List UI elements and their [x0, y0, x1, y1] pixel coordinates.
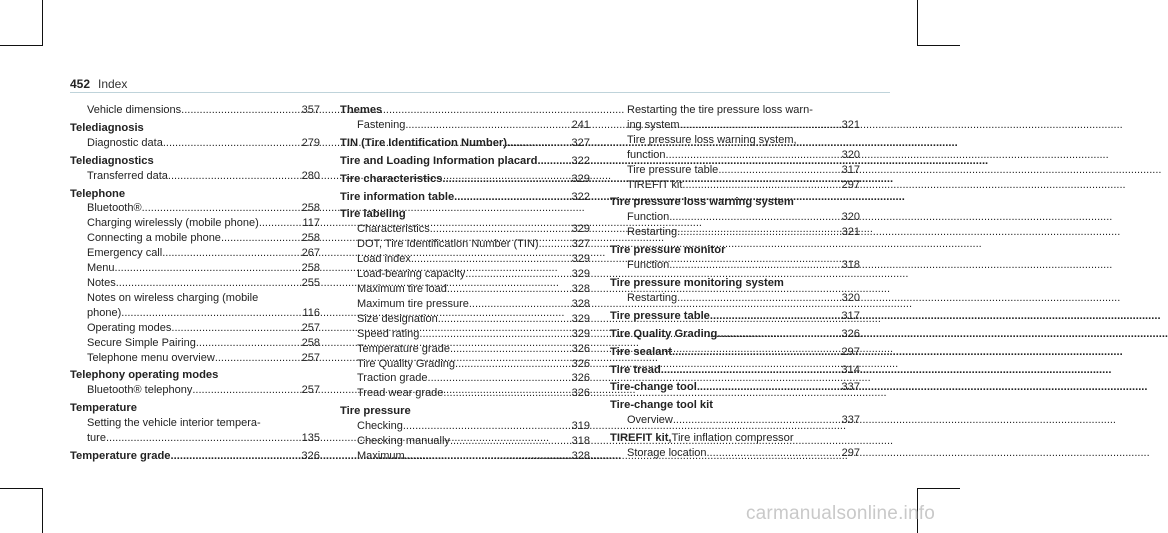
page-reference: 317 [841, 163, 860, 176]
page-reference: 318 [841, 259, 860, 272]
page-reference: 257 [301, 351, 320, 364]
dot-leader [442, 172, 561, 187]
page-reference: 326 [571, 357, 590, 370]
index-heading[interactable] [70, 187, 320, 202]
index-subentry[interactable] [610, 258, 860, 273]
index-heading[interactable] [340, 172, 590, 187]
index-subentry-text: Operating modes [87, 321, 172, 334]
index-subentry[interactable] [340, 357, 590, 372]
index-subentry[interactable] [70, 136, 320, 151]
page-number: 452 [70, 77, 91, 91]
index-subentry-text: Temperature grade [357, 342, 450, 355]
dot-leader [438, 312, 561, 327]
index-subentry[interactable] [70, 431, 320, 446]
page-reference: 327 [571, 136, 590, 149]
index-entry [610, 398, 860, 428]
index-subentry[interactable] [70, 306, 320, 321]
index-heading-text: Tire pressure monitoring system [610, 276, 784, 289]
index-subentry[interactable] [70, 216, 320, 231]
index-subentry[interactable] [70, 231, 320, 246]
dot-leader [171, 449, 291, 464]
dot-leader [677, 225, 831, 240]
page-reference: 255 [301, 276, 320, 289]
index-subentry-text: Restarting [627, 291, 678, 304]
index-subentry-text: phone) [87, 306, 122, 319]
index-heading-text: Themes [340, 104, 383, 116]
dot-leader [142, 201, 291, 216]
page-reference: 135 [301, 432, 320, 445]
page-title: Index [98, 77, 128, 91]
page-reference: 258 [301, 202, 320, 215]
page-reference: 241 [571, 118, 590, 131]
index-heading-text: Tire Quality Grading [610, 327, 718, 340]
dot-leader [539, 237, 561, 252]
index-subentry[interactable] [610, 210, 860, 225]
page-reference: 279 [301, 136, 320, 149]
index-heading[interactable] [610, 380, 860, 395]
index-heading[interactable] [340, 207, 590, 222]
header-divider [70, 92, 890, 93]
dot-leader [405, 118, 561, 133]
index-heading-text: Tire-change tool kit [610, 399, 713, 412]
index-heading[interactable] [70, 449, 320, 464]
page-reference: 326 [841, 327, 860, 340]
page-reference: 319 [571, 420, 590, 433]
page-reference: 329 [571, 253, 590, 266]
index-heading-text: Tire labeling [340, 208, 406, 221]
index-heading[interactable] [340, 154, 590, 169]
index-entry [340, 136, 590, 151]
index-subentry-text: Maximum [357, 449, 405, 462]
index-heading-text: Tire-change tool [610, 381, 697, 394]
page-reference: 337 [841, 381, 860, 394]
index-subentry[interactable] [610, 163, 860, 178]
page-reference: 320 [841, 148, 860, 161]
index-heading[interactable] [610, 398, 860, 413]
index-heading-text: Temperature [70, 402, 137, 415]
index-subentry[interactable] [70, 201, 320, 216]
page-reference: 337 [841, 414, 860, 427]
index-subentry-text: Setting the vehicle interior tempera- [87, 417, 261, 430]
index-subentry-text: Tread wear grade [357, 387, 444, 400]
page-reference: 328 [571, 297, 590, 310]
page-reference: 267 [301, 247, 320, 260]
index-heading[interactable] [610, 276, 860, 291]
index-subentry[interactable] [340, 237, 590, 252]
index-entry [610, 309, 860, 324]
page-reference: 321 [841, 118, 860, 131]
page-reference: 320 [841, 291, 860, 304]
index-subentry-text: Menu [87, 262, 115, 275]
index-heading[interactable] [610, 309, 860, 324]
page-reference: 328 [571, 282, 590, 295]
index-subentry[interactable] [70, 321, 320, 336]
index-heading[interactable] [610, 327, 860, 342]
index-entry [610, 103, 860, 192]
crop-mark [0, 488, 43, 489]
index-subentry[interactable] [70, 351, 320, 366]
dot-leader [106, 431, 291, 446]
dot-leader [196, 336, 291, 351]
page-reference: 318 [571, 435, 590, 448]
index-subentry[interactable] [70, 169, 320, 184]
dot-leader [450, 342, 561, 357]
index-subentry[interactable] [340, 342, 590, 357]
dot-leader [718, 163, 831, 178]
index-subentry[interactable] [340, 386, 590, 401]
index-subentry-text: Restarting the tire pressure loss warn- [627, 104, 813, 116]
index-subentry-text: Size designation [357, 312, 438, 325]
index-column-2 [340, 103, 590, 464]
index-entry [610, 431, 860, 461]
index-subentry-text: Maximum tire pressure [357, 297, 469, 310]
page-reference: 329 [571, 172, 590, 185]
index-heading[interactable] [340, 103, 590, 118]
index-heading-text: Telediagnosis [70, 121, 144, 134]
index-subentry[interactable] [340, 252, 590, 267]
dot-leader [677, 291, 831, 306]
page-reference: 326 [571, 387, 590, 400]
watermark: carmanualsonline.info [745, 503, 935, 524]
dot-leader [697, 380, 831, 395]
page-reference: 258 [301, 262, 320, 275]
page-reference: 116 [302, 306, 320, 319]
index-subentry-text: DOT, Tire Identification Number (TIN) [357, 238, 539, 251]
index-subentry-text: Bluetooth® telephony [87, 384, 193, 397]
index-entry [340, 103, 590, 133]
dot-leader [411, 252, 561, 267]
index-subentry-text: Checking [357, 420, 403, 433]
index-subentry[interactable] [340, 118, 590, 133]
index-entry [340, 190, 590, 205]
index-subentry-text: ture [87, 432, 106, 445]
page-reference: 357 [301, 104, 320, 116]
index-entry [70, 449, 320, 464]
index-subentry[interactable] [70, 336, 320, 351]
crop-mark [42, 488, 43, 533]
index-subentry-text: Characteristics [357, 223, 430, 236]
index-subentry-text: Emergency call [87, 247, 163, 260]
crop-mark [42, 0, 43, 46]
page-reference: 297 [841, 447, 860, 460]
index-entry [610, 195, 860, 240]
dot-leader [181, 103, 291, 118]
dot-leader [537, 154, 561, 169]
index-heading-text: Tire tread [610, 363, 661, 376]
index-subentry-text: Restarting [627, 226, 678, 239]
dot-leader [669, 258, 831, 273]
index-heading-text: Tire characteristics [340, 172, 443, 185]
crop-mark [917, 45, 960, 46]
page-reference: 297 [841, 178, 860, 191]
index-entry [70, 121, 320, 151]
dot-leader [469, 297, 561, 312]
index-entry [610, 327, 860, 342]
page-reference: 314 [841, 363, 860, 376]
index-subentry[interactable] [340, 371, 590, 386]
index-heading[interactable] [610, 363, 860, 378]
index-subentry[interactable] [340, 434, 590, 449]
dot-leader [465, 267, 561, 282]
index-heading-suffix: Tire inflation compressor [671, 432, 794, 445]
dot-leader [259, 216, 291, 231]
index-heading-text: Tire pressure monitor [610, 244, 726, 257]
page-reference: 326 [571, 342, 590, 355]
page-reference: 329 [571, 312, 590, 325]
index-entry [610, 345, 860, 360]
page-reference: 329 [571, 268, 590, 281]
index-subentry[interactable] [70, 291, 320, 306]
index-subentry[interactable] [340, 297, 590, 312]
page-reference: 329 [571, 223, 590, 236]
index-subentry[interactable] [70, 103, 320, 118]
dot-leader [680, 118, 831, 133]
index-subentry[interactable] [70, 383, 320, 398]
index-subentry[interactable] [340, 327, 590, 342]
index-subentry-text: Notes [87, 276, 116, 289]
index-subentry-text: Load index [357, 253, 411, 266]
index-subentry[interactable] [610, 291, 860, 306]
index-subentry-text: Connecting a mobile phone [87, 232, 221, 245]
dot-leader [430, 222, 561, 237]
index-subentry-text: Load-bearing capacity [357, 268, 466, 281]
crop-mark [0, 45, 43, 46]
dot-leader [121, 306, 291, 321]
page-reference: 317 [841, 309, 860, 322]
page-reference: 326 [571, 372, 590, 385]
index-heading[interactable] [70, 121, 320, 136]
index-subentry-text: Tire Quality Grading [357, 357, 456, 370]
index-heading-text: Tire pressure [340, 405, 411, 418]
index-subentry[interactable] [340, 222, 590, 237]
index-entry [610, 243, 860, 273]
index-entry [340, 154, 590, 169]
index-entry [70, 103, 320, 118]
index-heading[interactable] [610, 195, 860, 210]
index-column-3 [610, 103, 860, 461]
index-subentry[interactable] [610, 148, 860, 163]
dot-leader [221, 231, 291, 246]
page-reference: 258 [301, 232, 320, 245]
page-reference: 320 [841, 211, 860, 224]
index-heading[interactable] [70, 154, 320, 169]
page-reference: 258 [301, 336, 320, 349]
index-subentry[interactable] [70, 276, 320, 291]
dot-leader [669, 210, 831, 225]
index-heading[interactable] [70, 368, 320, 383]
dot-leader [673, 413, 831, 428]
page-reference: 327 [571, 238, 590, 251]
crop-mark [917, 0, 918, 46]
index-subentry-text: Notes on wireless charging (mobile [87, 291, 259, 304]
dot-leader [115, 261, 291, 276]
dot-leader [116, 276, 291, 291]
index-subentry-text: Tire pressure table [627, 163, 719, 176]
index-heading-text: Telephone [70, 187, 126, 200]
index-subentry[interactable] [70, 416, 320, 431]
page-reference: 328 [571, 449, 590, 462]
dot-leader [707, 446, 832, 461]
index-column-1 [70, 103, 320, 464]
index-subentry-text: Bluetooth® [87, 202, 142, 215]
dot-leader [682, 178, 831, 193]
dot-leader [443, 386, 561, 401]
dot-leader [661, 363, 831, 378]
index-entry [340, 172, 590, 187]
index-subentry-text: Transferred data [87, 169, 168, 182]
index-subentry-text: Checking manually [357, 435, 450, 448]
dot-leader [672, 345, 831, 360]
dot-leader [455, 357, 561, 372]
dot-leader [507, 136, 561, 151]
index-entry [610, 276, 860, 306]
dot-leader [163, 136, 291, 151]
dot-leader [162, 246, 291, 261]
dot-leader [450, 434, 561, 449]
index-heading-text: Telephony operating modes [70, 369, 219, 382]
index-heading[interactable] [340, 404, 590, 419]
index-subentry-text: Fastening [357, 118, 406, 131]
index-heading[interactable] [70, 401, 320, 416]
index-heading[interactable] [340, 136, 590, 151]
index-heading-text: Tire and Loading Information placard [340, 154, 538, 167]
index-entry [70, 154, 320, 184]
index-entry [610, 380, 860, 395]
page-reference: 322 [571, 190, 590, 203]
index-subentry-text: Storage location [627, 447, 707, 460]
index-heading-text: Telediagnostics [70, 154, 154, 167]
index-subentry-text: Speed rating [357, 327, 420, 340]
index-heading[interactable] [340, 190, 590, 205]
index-heading-text: Tire information table [340, 190, 455, 203]
index-subentry-text: ing system [627, 118, 680, 131]
index-subentry[interactable] [340, 282, 590, 297]
index-subentry[interactable] [340, 419, 590, 434]
index-subentry[interactable] [70, 246, 320, 261]
page-reference: 322 [571, 154, 590, 167]
index-subentry-text: Secure Simple Pairing [87, 336, 196, 349]
index-subentry[interactable] [610, 413, 860, 428]
index-heading-text: Temperature grade [70, 449, 171, 462]
dot-leader [447, 282, 561, 297]
dot-leader [717, 327, 831, 342]
index-subentry[interactable] [610, 133, 860, 148]
index-subentry[interactable] [610, 446, 860, 461]
index-subentry[interactable] [610, 103, 860, 118]
dot-leader [710, 309, 831, 324]
index-entry [70, 187, 320, 366]
index-subentry[interactable] [340, 267, 590, 282]
index-subentry[interactable] [340, 449, 590, 464]
index-heading-text: TIN (Tire Identification Number) [340, 136, 507, 149]
index-entry [340, 404, 590, 464]
index-heading-text: Tire pressure loss warning system [610, 196, 794, 209]
index-heading[interactable] [610, 243, 860, 258]
page-reference: 280 [301, 169, 320, 182]
index-subentry-text: Vehicle dimensions [87, 104, 182, 116]
dot-leader [215, 351, 291, 366]
dot-leader [419, 327, 561, 342]
index-subentry-text: Traction grade [357, 372, 428, 385]
page-reference: 257 [301, 321, 320, 334]
index-subentry-text: Charging wirelessly (mobile phone) [87, 217, 259, 230]
dot-leader [666, 148, 831, 163]
index-heading-text: Tire pressure table [610, 309, 710, 322]
index-entry [610, 363, 860, 378]
index-heading[interactable] [610, 431, 860, 446]
page-reference: 321 [841, 226, 860, 239]
index-subentry-text: Overview [627, 414, 673, 427]
index-subentry[interactable] [610, 118, 860, 133]
index-heading[interactable] [610, 345, 860, 360]
page-reference: 297 [841, 345, 860, 358]
page-reference: 329 [571, 327, 590, 340]
index-subentry[interactable] [610, 178, 860, 193]
index-subentry[interactable] [70, 261, 320, 276]
index-entry [340, 207, 590, 401]
dot-leader [405, 449, 561, 464]
dot-leader [171, 321, 291, 336]
index-subentry-text: function [627, 148, 666, 161]
index-subentry-text: Function [627, 259, 670, 272]
index-subentry[interactable] [340, 312, 590, 327]
crop-mark [917, 488, 960, 489]
index-subentry-text: Tire pressure loss warning system, [627, 133, 797, 146]
index-entry [70, 368, 320, 398]
dot-leader [168, 169, 291, 184]
index-entry [70, 401, 320, 446]
page-reference: 117 [302, 217, 320, 230]
index-subentry-text: Function [627, 211, 670, 224]
index-subentry-text: TIREFIT kit [627, 178, 683, 191]
index-subentry[interactable] [610, 225, 860, 240]
index-subentry-text: Diagnostic data [87, 136, 163, 149]
index-subentry-text: Maximum tire load [357, 282, 447, 295]
index-heading-text: TIREFIT kit, [610, 432, 672, 445]
page-reference: 326 [301, 449, 320, 462]
dot-leader [428, 371, 561, 386]
dot-leader [454, 190, 561, 205]
dot-leader [403, 419, 561, 434]
dot-leader [192, 383, 291, 398]
page-reference: 257 [301, 384, 320, 397]
index-heading-text: Tire sealant [610, 345, 672, 358]
index-subentry-text: Telephone menu overview [87, 351, 215, 364]
